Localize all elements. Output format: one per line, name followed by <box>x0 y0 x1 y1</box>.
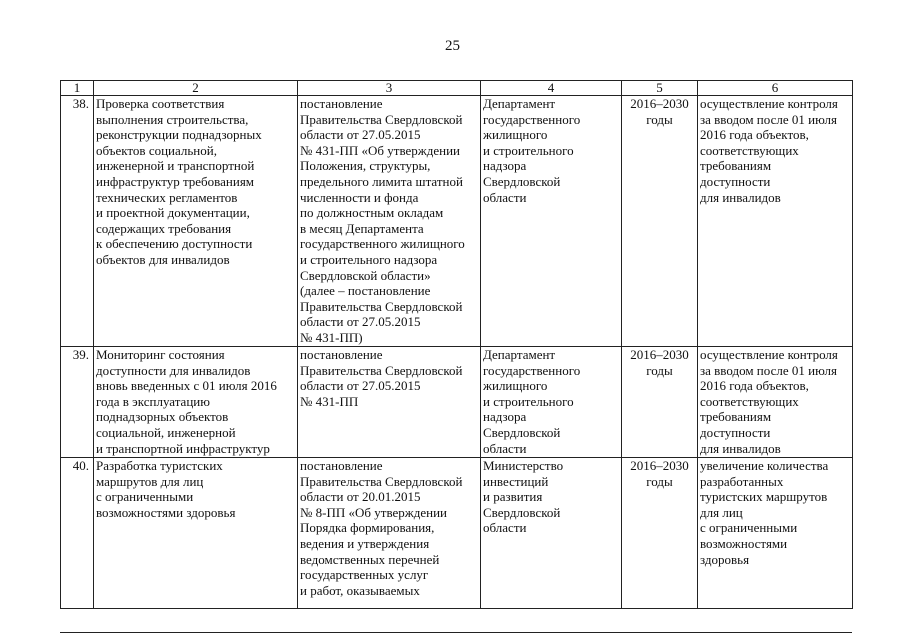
term-cell: 2016–2030 годы <box>622 347 698 458</box>
term-cell: 2016–2030 годы <box>622 458 698 609</box>
basis-cell: постановление Правительства Свердловской области от 27.05.2015 № 431-ПП «Об утверждении Положения, структуры, предельного лимита штатной численности и фонда по должностным окладам в месяц Департамента государственного жилищного и строительного надзора Свердловской области» (далее – постановление Правительства Свердловской области от 27.05.2015 № 431-ПП) <box>298 96 481 347</box>
column-header: 6 <box>698 81 853 96</box>
result-cell: осуществление контроля за вводом после 01 июля 2016 года объектов, соответствующих требованиям доступности для инвалидов <box>698 96 853 347</box>
column-header: 2 <box>94 81 298 96</box>
basis-cell: постановление Правительства Свердловской области от 20.01.2015 № 8-ПП «Об утверждении Порядка формирования, ведения и утверждения ведомственных перечней государственных услуг и работ, оказываемых <box>298 458 481 609</box>
task-cell: Мониторинг состояния доступности для инвалидов вновь введенных с 01 июля 2016 года в эксплуатацию поднадзорных объектов социальной, инженерной и транспортной инфраструктур <box>94 347 298 458</box>
column-header: 5 <box>622 81 698 96</box>
basis-cell: постановление Правительства Свердловской области от 27.05.2015 № 431-ПП <box>298 347 481 458</box>
row-number: 38. <box>61 96 94 347</box>
table-row <box>61 347 853 458</box>
term-cell: 2016–2030 годы <box>622 96 698 347</box>
task-cell: Разработка туристских маршрутов для лиц с ограниченными возможностями здоровья <box>94 458 298 609</box>
executor-cell: Департамент государственного жилищного и строительного надзора Свердловской области <box>481 347 622 458</box>
result-cell: увеличение количества разработанных туристских маршрутов для лиц с ограниченными возможностями здоровья <box>698 458 853 609</box>
measures-table <box>60 80 853 609</box>
task-cell: Проверка соответствия выполнения строительства, реконструкции поднадзорных объектов социальной, инженерной и транспортной инфраструктур требованиям технических регламентов и проектной документации, содержащих требования к обеспечению доступности объектов для инвалидов <box>94 96 298 347</box>
executor-cell: Департамент государственного жилищного и строительного надзора Свердловской области <box>481 96 622 347</box>
column-header: 1 <box>61 81 94 96</box>
row-number: 40. <box>61 458 94 609</box>
executor-cell: Министерство инвестиций и развития Свердловской области <box>481 458 622 609</box>
column-header: 3 <box>298 81 481 96</box>
row-number: 39. <box>61 347 94 458</box>
page-bottom-rule <box>60 632 852 633</box>
result-cell: осуществление контроля за вводом после 01 июля 2016 года объектов, соответствующих требованиям доступности для инвалидов <box>698 347 853 458</box>
column-header: 4 <box>481 81 622 96</box>
header-row <box>61 81 853 96</box>
page-number: 25 <box>445 38 460 54</box>
table-row <box>61 458 853 609</box>
table-row <box>61 96 853 347</box>
